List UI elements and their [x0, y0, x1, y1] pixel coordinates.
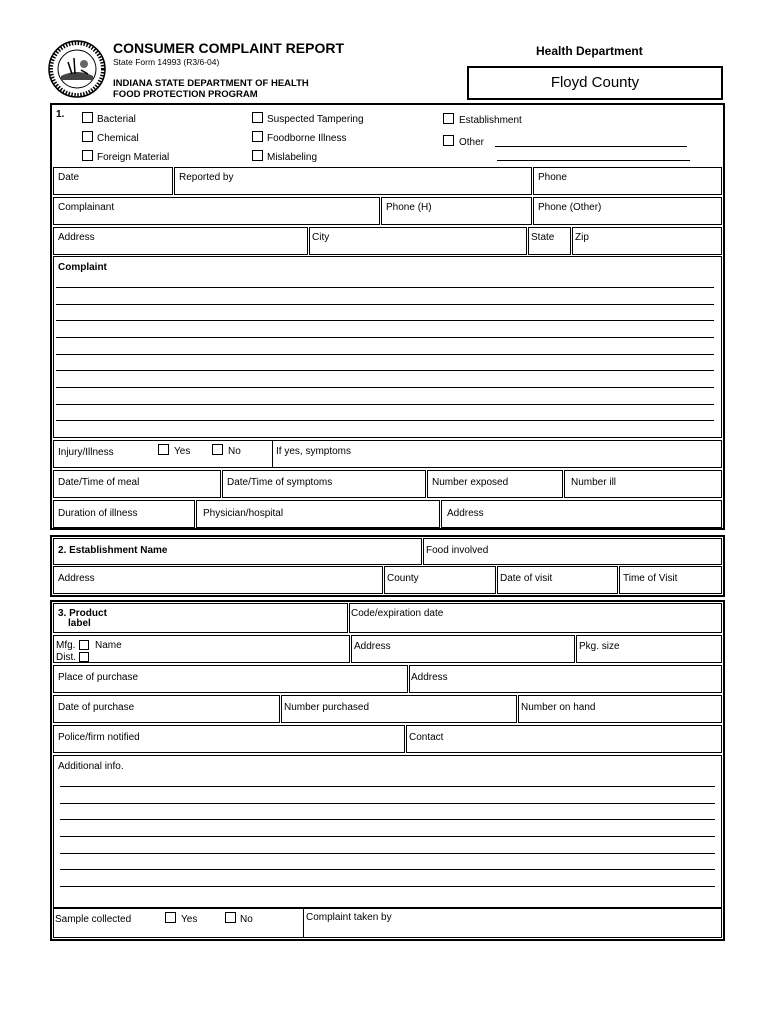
- injury-no-label: No: [228, 446, 241, 457]
- dept-label: Health Department: [536, 44, 643, 58]
- city-field[interactable]: City: [309, 227, 527, 255]
- phone-h-field[interactable]: Phone (H): [381, 197, 532, 225]
- injury-yes-checkbox[interactable]: [158, 444, 169, 455]
- code-expiration-field[interactable]: Code/expiration date: [349, 603, 722, 633]
- sample-label: Sample collected: [55, 914, 132, 925]
- mfg-name-field[interactable]: [53, 635, 350, 663]
- sample-no-checkbox[interactable]: [225, 912, 236, 923]
- mislabeling-checkbox[interactable]: [252, 150, 263, 161]
- physician-field[interactable]: Physician/hospital: [196, 500, 440, 528]
- establishment-address-field[interactable]: Address: [53, 566, 383, 594]
- date-purchase-field[interactable]: Date of purchase: [53, 695, 280, 723]
- number-on-hand-field[interactable]: Number on hand: [518, 695, 722, 723]
- other-line-1[interactable]: [495, 146, 687, 147]
- mfg-label: Mfg.: [56, 640, 76, 651]
- complaint-line: [56, 354, 714, 355]
- county-value: Floyd County: [550, 74, 640, 91]
- product-address-field[interactable]: Address: [351, 635, 575, 663]
- reported-by-field[interactable]: Reported by: [174, 167, 532, 195]
- bacterial-label: Bacterial: [97, 114, 136, 125]
- tampering-label: Suspected Tampering: [267, 114, 364, 125]
- number-exposed-field[interactable]: Number exposed: [427, 470, 563, 498]
- additional-line: [60, 869, 715, 870]
- time-of-visit-field[interactable]: Time of Visit: [619, 566, 722, 594]
- agency-line1: INDIANA STATE DEPARTMENT OF HEALTH: [113, 78, 309, 89]
- complaint-line: [56, 370, 714, 371]
- establishment-checkbox[interactable]: [443, 113, 454, 124]
- phone-other-field[interactable]: Phone (Other): [533, 197, 722, 225]
- agency-line2: FOOD PROTECTION PROGRAM: [113, 89, 258, 100]
- date-field[interactable]: Date: [53, 167, 173, 195]
- meal-datetime-field[interactable]: Date/Time of meal: [53, 470, 221, 498]
- additional-line: [60, 853, 715, 854]
- sample-yes-label: Yes: [181, 914, 198, 925]
- bacterial-checkbox[interactable]: [82, 112, 93, 123]
- sample-no-label: No: [240, 914, 253, 925]
- county-box[interactable]: [467, 66, 723, 100]
- form-title: CONSUMER COMPLAINT REPORT: [113, 40, 344, 56]
- number-ill-field[interactable]: Number ill: [564, 470, 722, 498]
- duration-field[interactable]: Duration of illness: [53, 500, 195, 528]
- sample-yes-checkbox[interactable]: [165, 912, 176, 923]
- dist-label: Dist.: [56, 652, 76, 663]
- additional-line: [60, 803, 715, 804]
- address-field[interactable]: Address: [53, 227, 308, 255]
- chemical-label: Chemical: [97, 133, 139, 144]
- state-field[interactable]: State: [528, 227, 571, 255]
- mislabeling-label: Mislabeling: [267, 152, 318, 163]
- foreign-material-checkbox[interactable]: [82, 150, 93, 161]
- injury-no-checkbox[interactable]: [212, 444, 223, 455]
- physician-address-field[interactable]: Address: [441, 500, 722, 528]
- complaint-line: [56, 387, 714, 388]
- mfg-checkbox[interactable]: [79, 640, 89, 650]
- phone-field[interactable]: Phone: [533, 167, 722, 195]
- complaint-line: [56, 287, 714, 288]
- foreign-material-label: Foreign Material: [97, 152, 170, 163]
- other-checkbox[interactable]: [443, 135, 454, 146]
- dist-checkbox[interactable]: [79, 652, 89, 662]
- complaint-label: Complaint: [58, 262, 107, 273]
- symptoms-label[interactable]: If yes, symptoms: [276, 446, 352, 457]
- food-involved-field[interactable]: Food involved: [423, 538, 722, 565]
- purchase-address-field[interactable]: Address: [409, 665, 722, 693]
- complaint-line: [56, 420, 714, 421]
- contact-field[interactable]: Contact: [406, 725, 722, 753]
- zip-field[interactable]: Zip: [572, 227, 722, 255]
- additional-line: [60, 786, 715, 787]
- establishment-name-field[interactable]: 2. Establishment Name: [53, 538, 422, 565]
- complaint-line: [56, 320, 714, 321]
- number-purchased-field[interactable]: Number purchased: [281, 695, 517, 723]
- other-line-2[interactable]: [497, 160, 690, 161]
- product-label-field[interactable]: 3. Product label: [53, 603, 348, 633]
- establishment-county-field[interactable]: County: [384, 566, 496, 594]
- pkg-size-field[interactable]: Pkg. size: [576, 635, 722, 663]
- complaint-area[interactable]: [53, 256, 722, 438]
- additional-line: [60, 886, 715, 887]
- establishment-label: Establishment: [459, 115, 522, 126]
- injury-yes-label: Yes: [174, 446, 191, 457]
- section1-number: 1.: [56, 109, 65, 120]
- place-purchase-field[interactable]: Place of purchase: [53, 665, 408, 693]
- tampering-checkbox[interactable]: [252, 112, 263, 123]
- complaint-line: [56, 337, 714, 338]
- injury-divider: [272, 440, 273, 468]
- complaint-line: [56, 404, 714, 405]
- state-seal: [48, 40, 106, 98]
- complaint-line: [56, 304, 714, 305]
- additional-line: [60, 819, 715, 820]
- date-of-visit-field[interactable]: Date of visit: [497, 566, 618, 594]
- chemical-checkbox[interactable]: [82, 131, 93, 142]
- injury-row: [53, 440, 722, 468]
- symptoms-datetime-field[interactable]: Date/Time of symptoms: [222, 470, 426, 498]
- name-label: Name: [95, 640, 122, 651]
- taken-by-label[interactable]: Complaint taken by: [306, 912, 392, 923]
- injury-label: Injury/Illness: [58, 447, 114, 458]
- foodborne-label: Foodborne Illness: [267, 133, 347, 144]
- form-number: State Form 14993 (R3/6-04): [113, 57, 220, 67]
- police-notified-field[interactable]: Police/firm notified: [53, 725, 405, 753]
- foodborne-checkbox[interactable]: [252, 131, 263, 142]
- additional-line: [60, 836, 715, 837]
- other-label: Other: [459, 137, 485, 148]
- complainant-field[interactable]: Complainant: [53, 197, 380, 225]
- sample-divider: [303, 908, 304, 938]
- additional-info-label: Additional info.: [58, 761, 124, 772]
